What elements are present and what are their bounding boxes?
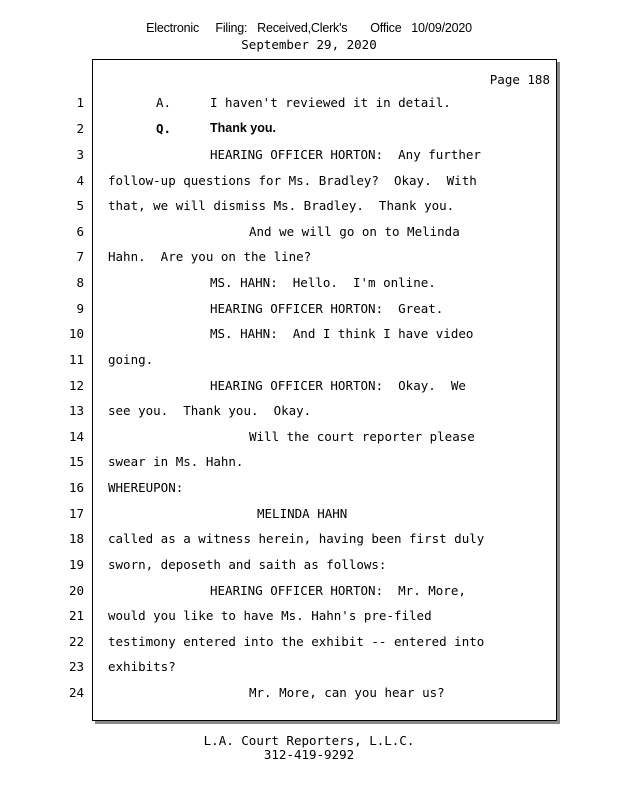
footer-phone: 312-419-9292 xyxy=(263,747,355,762)
transcript-line: Thank you. xyxy=(210,121,276,135)
transcript-line: And we will go on to Melinda xyxy=(249,224,460,239)
witness-name-heading: MELINDA HAHN xyxy=(257,506,348,521)
line-number: 6 xyxy=(76,224,84,239)
transcript-line: MS. HAHN: And I think I have video xyxy=(210,326,474,341)
line-number: 8 xyxy=(76,275,84,290)
line-number: 13 xyxy=(68,403,84,418)
line-number: 18 xyxy=(68,531,84,546)
line-number: 7 xyxy=(76,249,84,264)
transcript-line: testimony entered into the exhibit -- entered into xyxy=(108,634,485,649)
line-number: 9 xyxy=(76,301,84,316)
transcript-line: I haven't reviewed it in detail. xyxy=(210,95,451,110)
transcript-line: HEARING OFFICER HORTON: Great. xyxy=(210,301,444,316)
transcript-line: going. xyxy=(108,352,154,367)
transcript-line: Mr. More, can you hear us? xyxy=(249,685,445,700)
transcript-line: Will the court reporter please xyxy=(249,429,475,444)
line-number: 24 xyxy=(68,685,84,700)
footer-company: L.A. Court Reporters, L.L.C. xyxy=(203,733,415,748)
page-number: Page 188 xyxy=(489,72,550,87)
line-number: 15 xyxy=(68,454,84,469)
transcript-line: sworn, deposeth and saith as follows: xyxy=(108,557,387,572)
speaker-answer-marker: A. xyxy=(156,95,172,110)
line-number: 22 xyxy=(68,634,84,649)
line-number: 21 xyxy=(68,608,84,623)
speaker-question-marker: Q. xyxy=(156,121,172,136)
line-number: 4 xyxy=(76,173,84,188)
line-number: 20 xyxy=(68,583,84,598)
filing-stamp: Electronic Filing: Received,Clerk's Office 10/09/2020 xyxy=(146,21,472,35)
line-number: 3 xyxy=(76,147,84,162)
line-number: 11 xyxy=(68,352,84,367)
line-number: 5 xyxy=(76,198,84,213)
line-number: 1 xyxy=(76,95,84,110)
line-number: 2 xyxy=(76,121,84,136)
transcript-line: HEARING OFFICER HORTON: Mr. More, xyxy=(210,583,466,598)
transcript-line: exhibits? xyxy=(108,659,176,674)
transcript-line: MS. HAHN: Hello. I'm online. xyxy=(210,275,436,290)
line-number: 12 xyxy=(68,378,84,393)
transcript-line: called as a witness herein, having been first duly xyxy=(108,531,485,546)
transcript-line: HEARING OFFICER HORTON: Okay. We xyxy=(210,378,466,393)
line-number: 14 xyxy=(68,429,84,444)
line-number: 10 xyxy=(68,326,84,341)
transcript-line: swear in Ms. Hahn. xyxy=(108,454,244,469)
line-number: 17 xyxy=(68,506,84,521)
transcript-line: WHEREUPON: xyxy=(108,480,184,495)
transcript-line: that, we will dismiss Ms. Bradley. Thank you. xyxy=(108,198,455,213)
transcript-date: September 29, 2020 xyxy=(241,37,377,52)
line-number: 16 xyxy=(68,480,84,495)
transcript-line: HEARING OFFICER HORTON: Any further xyxy=(210,147,481,162)
line-number: 23 xyxy=(68,659,84,674)
transcript-line: would you like to have Ms. Hahn's pre-filed xyxy=(108,608,432,623)
transcript-line: follow-up questions for Ms. Bradley? Okay. With xyxy=(108,173,477,188)
transcript-line: see you. Thank you. Okay. xyxy=(108,403,312,418)
line-number: 19 xyxy=(68,557,84,572)
transcript-line: Hahn. Are you on the line? xyxy=(108,249,312,264)
